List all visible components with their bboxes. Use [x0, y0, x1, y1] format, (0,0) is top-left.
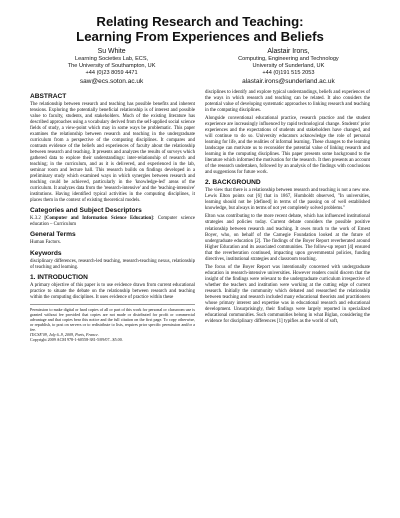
keywords-text: disciplinary differences, research-led teaching, research-teaching nexus, relationship of teaching and learning.: [30, 258, 195, 270]
left-column: [30, 90, 195, 342]
author-affiliation: Computing, Engineering and Technology: [238, 56, 339, 63]
right-column: [205, 90, 370, 342]
title-line-2: Learning From Experiences and Beliefs: [76, 29, 324, 44]
author-email[interactable]: alastair.irons@sunderland.ac.uk: [242, 78, 335, 86]
author-affiliation: Learning Societies Lab, ECS,: [75, 56, 149, 63]
author-1: [30, 48, 193, 86]
abstract-text: The relationship between research and teaching has possible benefits and inherent tensions. Exploring the potentially beneficial relationship is of interest and possible value to faculty, students, and stakeholders. Much of the existing literature has described approaches using a vocabulary derived from the self-applied social science fields of study, a view-point which may in some ways be problematic. This paper examines the relationship between research and teaching in the undergraduate curriculum from a perspective of the computing disciplines. It compares and contrasts evidence of the beliefs and experiences of faculty about the relationship between research and teaching. It presents and analyzes the results of surveys which gathered data to explore their understandings: inter-relationship of research and teaching; in the curriculum, and as it is delivered, and experienced in the lab, seminar room and lecture hall. This research builds on findings developed in a preliminary study which examined ways in which synergies between research and teaching could be achieved, particularly in the 'knowledge-led' areas of the curriculum. It analyzes data from the 'research-intensive' and the 'teaching-intensive' institutions. Having identified typical activities in the computing disciplines, it places them in the context of existing theoretical models.: [30, 101, 195, 204]
body-columns: [30, 90, 370, 342]
abstract-heading: ABSTRACT: [30, 92, 67, 100]
permission-notice: Permission to make digital or hard copies of all or part of this work for personal or classroom use is granted without fee provided that copies are not made or distributed for profit or commercial advantage and that copies bear this notice and the full citation on the first page. To copy otherwise, or republish, to post on servers or to redistribute to lists, requires prior specific permission and/or a fee.: [30, 306, 195, 332]
general-terms-heading: General Terms: [30, 231, 76, 239]
background-heading: 2. BACKGROUND: [205, 179, 261, 187]
title-line-1: Relating Research and Teaching:: [96, 14, 304, 29]
categories-text: [30, 216, 195, 228]
copyright-line: Copyright 2009 ACM 978-1-60558-381-5/09/07...$5.00.: [30, 336, 123, 342]
category-code: K.3.2: [30, 216, 41, 222]
category-rest: : Computer science education – Curriculum: [30, 216, 195, 228]
paragraph: The view that there is a relationship between research and teaching is not a new one. Lewis Elton points out [6] that in 1867, Humboldt observed, "In universities, learning should not be [defined] in terms of the passing on of well established knowledge, but always in terms of not yet completely solved problems.": [205, 188, 370, 212]
author-phone: +44 (0)23 8059 4471: [85, 70, 138, 77]
author-2: [207, 48, 370, 86]
author-block: [30, 48, 370, 86]
author-name: Alastair Irons,: [267, 48, 310, 55]
author-affiliation: The University of Southampton, UK: [67, 63, 156, 70]
copyright-footnote: [30, 304, 195, 342]
paper-title: [30, 14, 370, 44]
categories-heading: Categories and Subject Descriptors: [30, 207, 142, 215]
author-affiliation: University of Sunderland, UK: [252, 63, 325, 70]
paragraph: Alongside conventional educational practice, research practice and the student experience are increasingly influenced by rapid technological change. Students' prior experiences and the expectations of students and stakeholders have changed, and will continue to do so. University educators acknowledge the role of personal learning for life, and the realities of informal learning. These changes to the learning landscape can motivate us to reconsider the potential value of linking research and learning in the computing disciplines. This paper presents some background to the literature which informed the motivation for the research. It then presents an account of the research undertaken, followed by an analysis of the findings with conclusions and suggestions for future work.: [205, 115, 370, 176]
paragraph: The focus of the Boyer Report was intentionally concerned with undergraduate education in research-intensive universities. However readers could discern that the insight of the findings were relevant to the undergraduate curriculum irrespective of whether the teachers and institution were working at the cutting edge of current research. Initially the community which debated and researched the relationship between teaching and research included many educational theorists and practitioners whose primary interest and expertise was in educational research and educational development. Unsurprisingly, their findings were largely reported in specialized educational communities. Such communities belong in what Biglan, considering the evidence for disciplinary differences [1] typifies as the world of soft,: [205, 264, 370, 325]
keywords-heading: Keywords: [30, 249, 62, 257]
introduction-text: A primary objective of this paper is to use evidence drawn from current educational practice to situate the debate on the relationship between research and teaching within the computing disciplines. It uses evidence of practice within these: [30, 282, 195, 300]
author-email[interactable]: saw@ecs.soton.ac.uk: [79, 78, 144, 86]
conference-info: ITiCSE'09, July 6–9, 2009, Paris, France.: [30, 331, 99, 337]
general-terms-text: Human Factors.: [30, 240, 61, 246]
author-phone: +44 (0)191 515 2053: [262, 70, 315, 77]
introduction-heading: 1. INTRODUCTION: [30, 273, 88, 281]
paragraph: disciplines to identify and explore typical understandings, beliefs and experiences of the ways in which research and teaching can be related. It also considers the potential value of developing systematic approaches to linking research and teaching in the computing disciplines.: [205, 89, 370, 113]
paragraph: Elton was contributing to the more recent debate, which has influenced institutional strategies and policies today. Current debate considers the possible positive relationship between research and teaching. It owes much to the work of Ernest Boyer, who, on behalf of the Carnegie Foundation looked at the future of undergraduate education [2]. The findings of the Boyer Report reverberated around Higher Education and its associated communities. The follow-up report [4] ensured that the reverberation continued, impacting upon governmental policies, funding directives, institutional strategies and classroom teaching.: [205, 214, 370, 262]
category-label: [Computer and Information Science Education]: [44, 216, 153, 222]
author-name: Su White: [97, 48, 126, 55]
